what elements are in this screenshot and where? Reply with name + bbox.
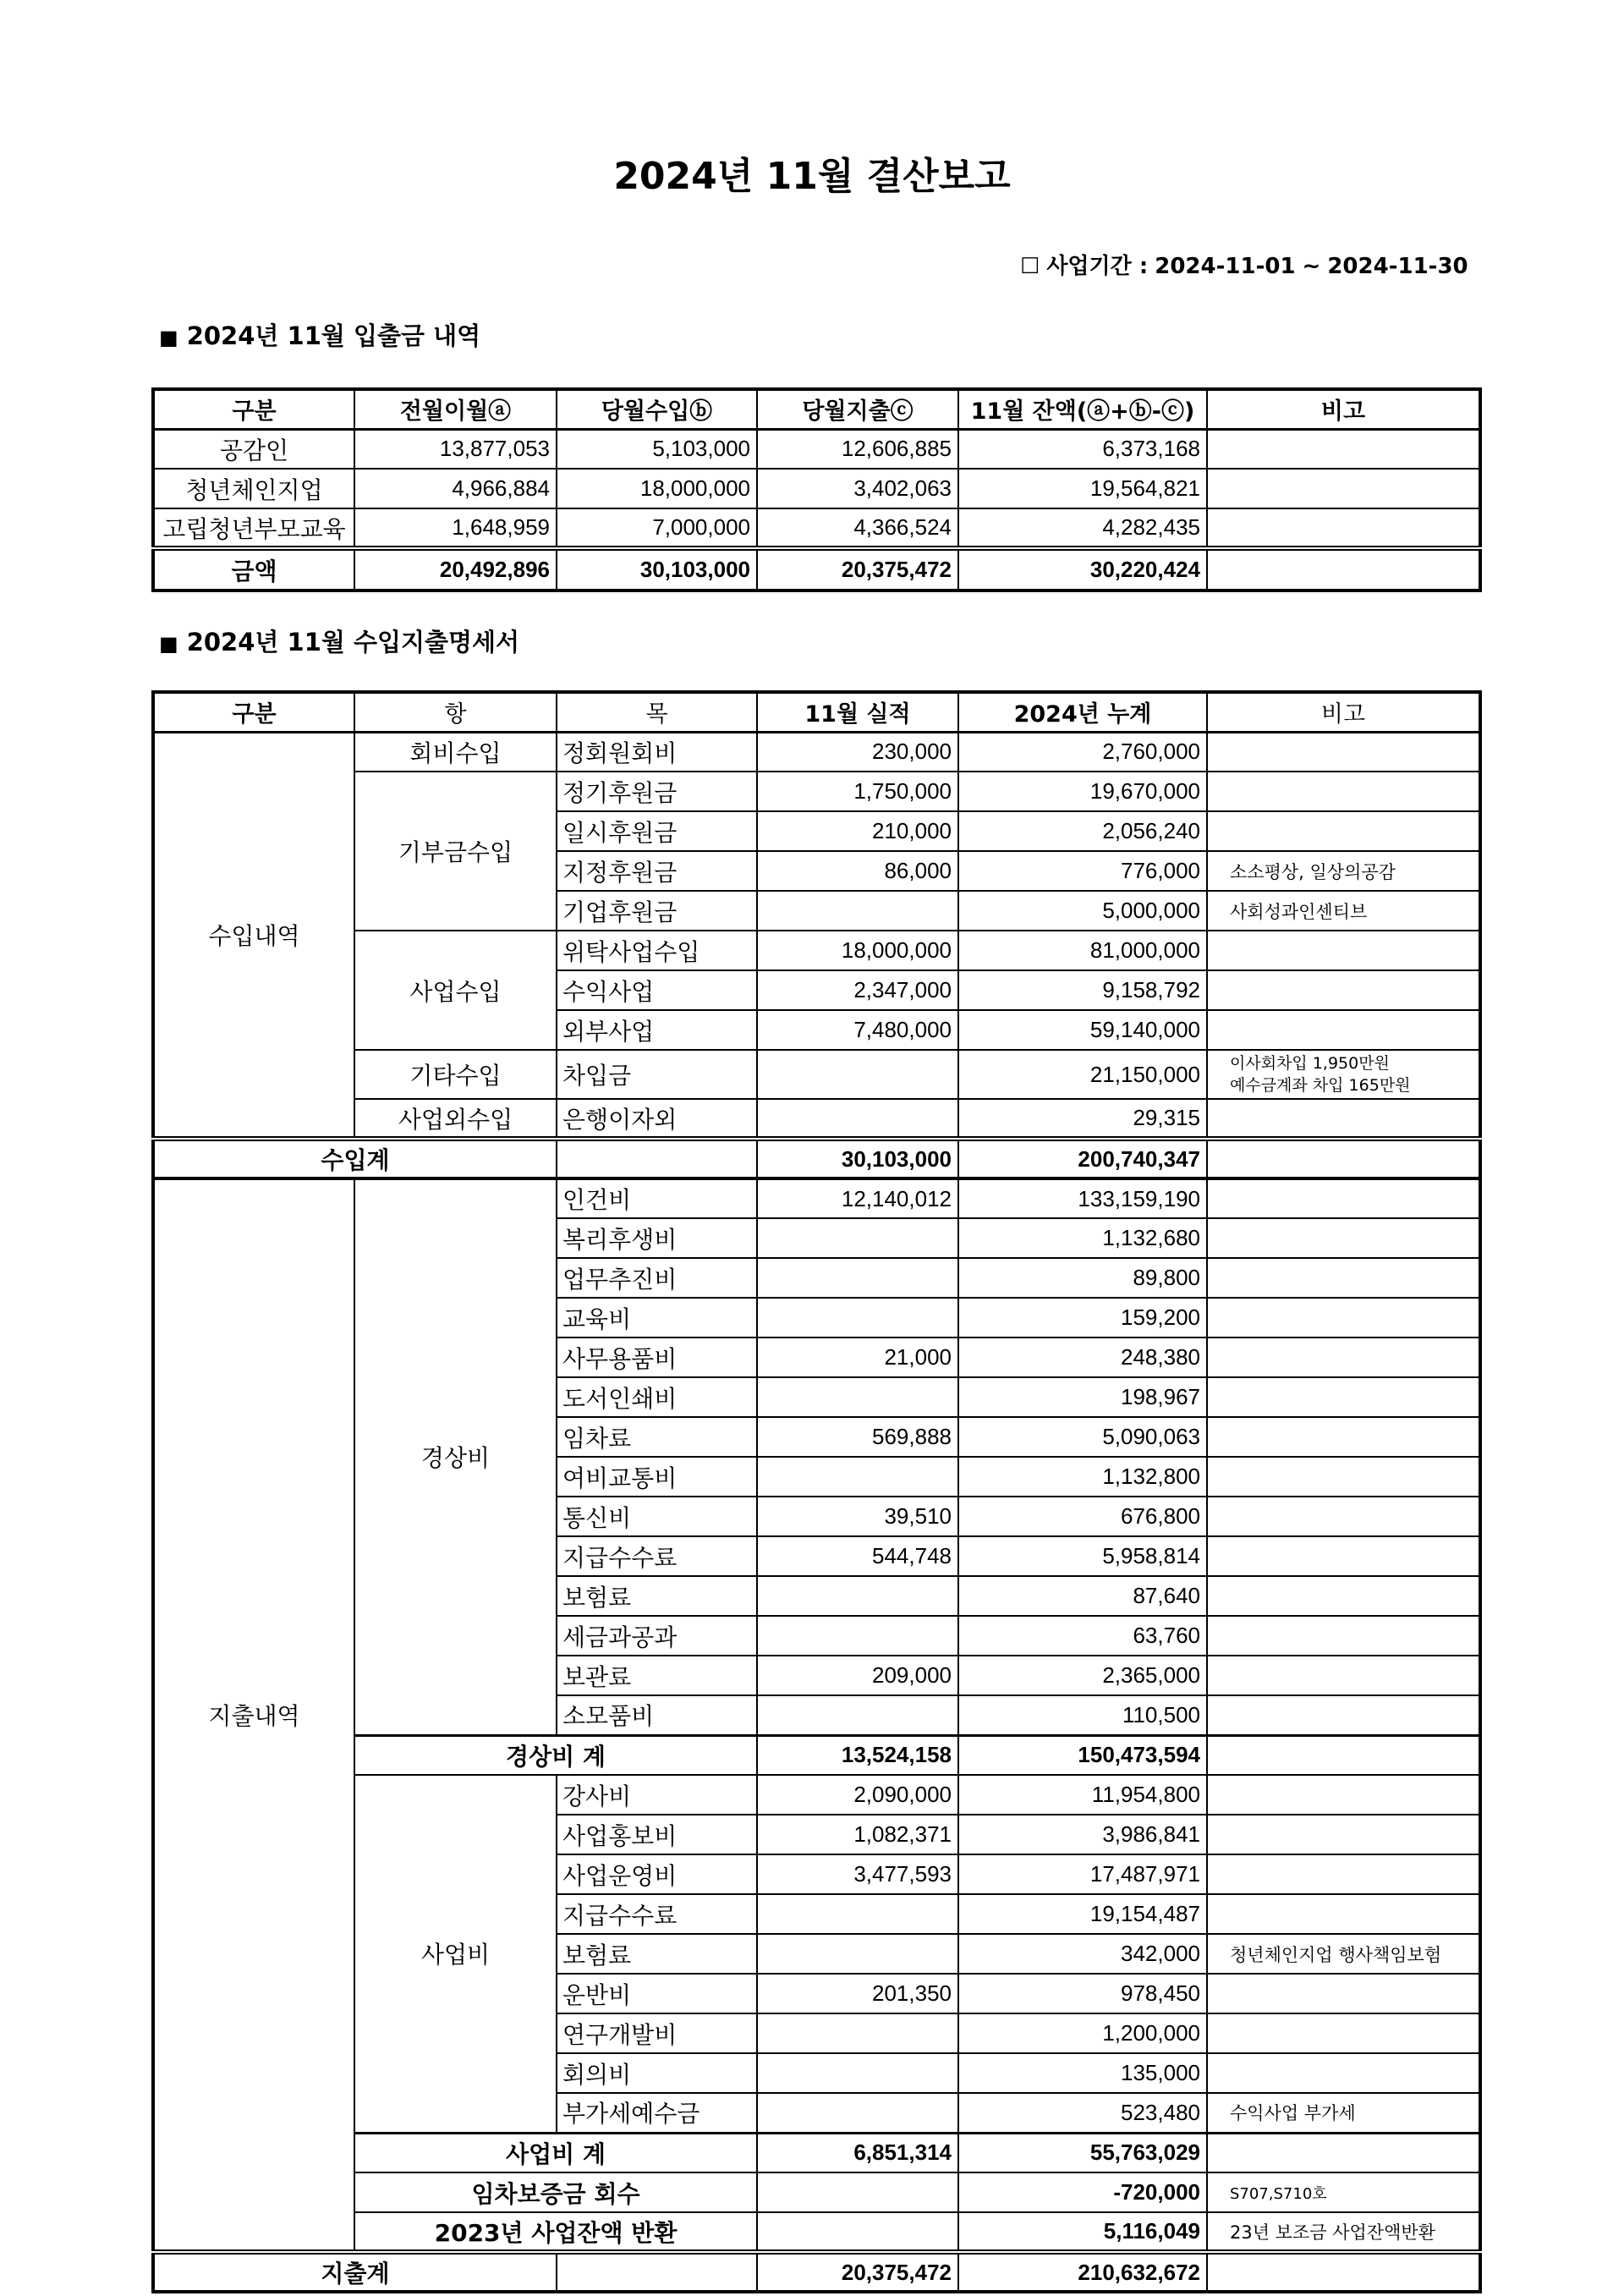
month-amount: 3,477,593 (757, 1854, 958, 1894)
month-amount (757, 1934, 958, 1974)
period-separator: ~ (1302, 254, 1321, 279)
table-row (153, 732, 1480, 772)
ytd-amount: 63,760 (958, 1616, 1207, 1656)
note-cell (1207, 1139, 1480, 1178)
ytd-amount: 676,800 (958, 1497, 1207, 1536)
period-start: 2024-11-01 (1155, 254, 1296, 279)
total-expense: 20,375,472 (757, 548, 958, 590)
ytd-amount: 17,487,971 (958, 1854, 1207, 1894)
header-note: 비고 (1207, 692, 1480, 732)
income-amount: 7,000,000 (557, 508, 757, 548)
expense-total-row (153, 2252, 1480, 2292)
month-amount (757, 1218, 958, 1258)
item-cell: 소모품비 (557, 1695, 757, 1735)
ytd-amount: 5,000,000 (958, 891, 1207, 931)
header-month-actual: 11월 실적 (757, 692, 958, 732)
note-cell (1207, 469, 1480, 508)
note-cell (1207, 1497, 1480, 1536)
note-cell (1207, 1050, 1480, 1099)
group-non-operating: 사업외수입 (354, 1099, 557, 1139)
ytd-amount: 1,132,800 (958, 1457, 1207, 1497)
income-total-ytd: 200,740,347 (958, 1139, 1207, 1178)
table-row (153, 429, 1480, 469)
deposit-refund-label: 임차보증금 회수 (354, 2172, 757, 2212)
section-heading-text: 2024년 11월 수입지출명세서 (186, 628, 520, 656)
item-cell: 복리후생비 (557, 1218, 757, 1258)
month-amount (757, 2212, 958, 2252)
ytd-amount: 2,760,000 (958, 732, 1207, 772)
report-title: 2024년 11월 결산보고 (613, 155, 1011, 198)
note-cell: 23년 보조금 사업잔액반환 (1207, 2212, 1480, 2252)
item-cell: 지급수수료 (557, 1536, 757, 1576)
cashflow-header-row (153, 389, 1480, 429)
month-amount (757, 1050, 958, 1099)
item-cell: 교육비 (557, 1298, 757, 1338)
group-program: 사업비 (354, 1775, 557, 2133)
header-monthly-income: 당월수입ⓑ (557, 389, 757, 429)
section-heading-text: 2024년 11월 입출금 내역 (186, 321, 481, 350)
note-line: 예수금계좌 차입 165만원 (1230, 1076, 1411, 1095)
deposit-refund-ytd: -720,000 (958, 2172, 1207, 2212)
note-cell (1207, 772, 1480, 811)
ytd-amount: 5,090,063 (958, 1417, 1207, 1457)
square-bullet-icon: ■ (159, 632, 178, 656)
note-cell (1207, 508, 1480, 548)
item-cell: 회의비 (557, 2053, 757, 2093)
expense-total-ytd: 210,632,672 (958, 2252, 1207, 2292)
ytd-amount: 2,365,000 (958, 1656, 1207, 1695)
income-total-month: 30,103,000 (757, 1139, 958, 1178)
month-amount: 2,347,000 (757, 970, 958, 1010)
month-amount: 2,090,000 (757, 1775, 958, 1815)
item-cell: 부가세예수금 (557, 2093, 757, 2133)
month-amount: 230,000 (757, 732, 958, 772)
operating-total-ytd: 150,473,594 (958, 1735, 1207, 1775)
program-name: 청년체인지업 (153, 469, 354, 508)
item-cell (557, 2252, 757, 2292)
note-cell (1207, 931, 1480, 970)
note-cell (1207, 1417, 1480, 1457)
ytd-amount: 248,380 (958, 1338, 1207, 1377)
month-amount (757, 2093, 958, 2133)
expense-amount: 3,402,063 (757, 469, 958, 508)
note-cell (1207, 1815, 1480, 1854)
month-amount (757, 2172, 958, 2212)
note-cell (1207, 732, 1480, 772)
month-amount: 39,510 (757, 1497, 958, 1536)
balance-amount: 4,282,435 (958, 508, 1207, 548)
item-cell: 정기후원금 (557, 772, 757, 811)
carried-over-amount: 1,648,959 (354, 508, 557, 548)
business-period (1020, 252, 1475, 281)
ytd-amount: 89,800 (958, 1258, 1207, 1298)
period-label: 사업기간 : (1046, 254, 1149, 279)
item-cell: 지급수수료 (557, 1894, 757, 1934)
note-cell (1207, 1616, 1480, 1656)
note-cell (1207, 548, 1480, 590)
ytd-amount: 135,000 (958, 2053, 1207, 2093)
surplus-return-ytd: 5,116,049 (958, 2212, 1207, 2252)
carried-over-amount: 4,966,884 (354, 469, 557, 508)
ytd-amount: 133,159,190 (958, 1178, 1207, 1218)
item-cell: 세금과공과 (557, 1616, 757, 1656)
note-cell (1207, 429, 1480, 469)
item-cell: 위탁사업수입 (557, 931, 757, 970)
month-amount (757, 1576, 958, 1616)
ytd-amount: 1,200,000 (958, 2013, 1207, 2053)
total-row (153, 548, 1480, 590)
statement-table (151, 690, 1482, 2293)
item-cell: 임차료 (557, 1417, 757, 1457)
note-cell: 청년체인지업 행사책임보험 (1207, 1934, 1480, 1974)
item-cell: 보험료 (557, 1576, 757, 1616)
month-amount: 201,350 (757, 1974, 958, 2013)
item-cell: 강사비 (557, 1775, 757, 1815)
month-amount (757, 1616, 958, 1656)
item-cell: 보험료 (557, 1934, 757, 1974)
table-row (153, 1178, 1480, 1218)
note-cell (1207, 2013, 1480, 2053)
balance-amount: 6,373,168 (958, 429, 1207, 469)
note-cell: 소소평상, 일상의공감 (1207, 851, 1480, 891)
note-cell (1207, 1010, 1480, 1050)
note-cell (1207, 1974, 1480, 2013)
item-cell: 통신비 (557, 1497, 757, 1536)
group-other: 기타수입 (354, 1050, 557, 1099)
ytd-amount: 523,480 (958, 2093, 1207, 2133)
month-amount: 18,000,000 (757, 931, 958, 970)
total-balance: 30,220,424 (958, 548, 1207, 590)
ytd-amount: 11,954,800 (958, 1775, 1207, 1815)
ytd-amount: 159,200 (958, 1298, 1207, 1338)
ytd-amount: 87,640 (958, 1576, 1207, 1616)
month-amount (757, 2013, 958, 2053)
month-amount: 210,000 (757, 811, 958, 851)
income-total-row (153, 1139, 1480, 1178)
header-ytd: 2024년 누계 (958, 692, 1207, 732)
square-bullet-icon: ■ (159, 326, 178, 349)
ytd-amount: 110,500 (958, 1695, 1207, 1735)
item-cell: 사업운영비 (557, 1854, 757, 1894)
note-cell (1207, 1775, 1480, 1815)
month-amount (757, 1258, 958, 1298)
item-cell: 사업홍보비 (557, 1815, 757, 1854)
note-cell (1207, 1178, 1480, 1218)
note-cell (1207, 1854, 1480, 1894)
ytd-amount: 81,000,000 (958, 931, 1207, 970)
note-cell (1207, 1099, 1480, 1139)
item-cell: 업무추진비 (557, 1258, 757, 1298)
program-name: 고립청년부모교육 (153, 508, 354, 548)
note-cell (1207, 1298, 1480, 1338)
group-donation: 기부금수입 (354, 772, 557, 931)
ytd-amount: 198,967 (958, 1377, 1207, 1417)
balance-amount: 19,564,821 (958, 469, 1207, 508)
header-monthly-expense: 당월지출ⓒ (757, 389, 958, 429)
note-cell (1207, 1457, 1480, 1497)
note-line: 이사회차입 1,950만원 (1230, 1054, 1390, 1073)
note-cell (1207, 1656, 1480, 1695)
category-income: 수입내역 (153, 732, 354, 1139)
income-total-label: 수입계 (153, 1139, 557, 1178)
operating-total-label: 경상비 계 (354, 1735, 757, 1775)
month-amount: 21,000 (757, 1338, 958, 1377)
month-amount: 209,000 (757, 1656, 958, 1695)
item-cell: 정회원회비 (557, 732, 757, 772)
month-amount (757, 1457, 958, 1497)
cashflow-table (151, 387, 1482, 592)
month-amount (757, 1298, 958, 1338)
total-income: 30,103,000 (557, 548, 757, 590)
month-amount (757, 1894, 958, 1934)
month-amount: 1,750,000 (757, 772, 958, 811)
note-cell (1207, 1894, 1480, 1934)
note-cell (1207, 2053, 1480, 2093)
note-cell: 수익사업 부가세 (1207, 2093, 1480, 2133)
ytd-amount: 29,315 (958, 1099, 1207, 1139)
carried-over-amount: 13,877,053 (354, 429, 557, 469)
item-cell: 은행이자외 (557, 1099, 757, 1139)
month-amount: 569,888 (757, 1417, 958, 1457)
note-cell (1207, 811, 1480, 851)
ytd-amount: 342,000 (958, 1934, 1207, 1974)
group-membership: 회비수입 (354, 732, 557, 772)
month-amount (757, 2053, 958, 2093)
ytd-amount: 776,000 (958, 851, 1207, 891)
item-cell: 기업후원금 (557, 891, 757, 931)
table-row (153, 469, 1480, 508)
month-amount: 12,140,012 (757, 1178, 958, 1218)
note-cell (1207, 1576, 1480, 1616)
note-cell (1207, 1735, 1480, 1775)
program-total-month: 6,851,314 (757, 2133, 958, 2172)
item-cell: 수익사업 (557, 970, 757, 1010)
header-carried-over: 전월이월ⓐ (354, 389, 557, 429)
period-end: 2024-11-30 (1327, 254, 1468, 279)
category-expense: 지출내역 (153, 1178, 354, 2252)
month-amount: 86,000 (757, 851, 958, 891)
section-heading-cashflow (159, 321, 480, 353)
item-cell: 보관료 (557, 1656, 757, 1695)
note-cell (1207, 1338, 1480, 1377)
item-cell: 연구개발비 (557, 2013, 757, 2053)
item-cell (557, 1139, 757, 1178)
ytd-amount: 5,958,814 (958, 1536, 1207, 1576)
item-cell: 지정후원금 (557, 851, 757, 891)
ytd-amount: 9,158,792 (958, 970, 1207, 1010)
ballot-box-icon: ☐ (1020, 254, 1040, 279)
note-cell: S707,S710호 (1207, 2172, 1480, 2212)
expense-amount: 12,606,885 (757, 429, 958, 469)
header-item: 목 (557, 692, 757, 732)
month-amount (757, 1695, 958, 1735)
item-cell: 도서인쇄비 (557, 1377, 757, 1417)
group-operating: 경상비 (354, 1178, 557, 1735)
header-category: 구분 (153, 389, 354, 429)
income-amount: 18,000,000 (557, 469, 757, 508)
operating-total-month: 13,524,158 (757, 1735, 958, 1775)
note-cell (1207, 1218, 1480, 1258)
header-group: 항 (354, 692, 557, 732)
ytd-amount: 59,140,000 (958, 1010, 1207, 1050)
month-amount: 1,082,371 (757, 1815, 958, 1854)
item-cell: 사무용품비 (557, 1338, 757, 1377)
total-carried-over: 20,492,896 (354, 548, 557, 590)
ytd-amount: 3,986,841 (958, 1815, 1207, 1854)
item-cell: 일시후원금 (557, 811, 757, 851)
note-cell (1207, 2133, 1480, 2172)
item-cell: 인건비 (557, 1178, 757, 1218)
header-note: 비고 (1207, 389, 1480, 429)
ytd-amount: 19,670,000 (958, 772, 1207, 811)
month-amount (757, 1099, 958, 1139)
expense-total-label: 지출계 (153, 2252, 557, 2292)
month-amount (757, 1377, 958, 1417)
item-cell: 운반비 (557, 1974, 757, 2013)
note-cell (1207, 1695, 1480, 1735)
note-cell (1207, 2252, 1480, 2292)
program-total-label: 사업비 계 (354, 2133, 757, 2172)
ytd-amount: 21,150,000 (958, 1050, 1207, 1099)
month-amount: 544,748 (757, 1536, 958, 1576)
program-name: 공감인 (153, 429, 354, 469)
item-cell: 외부사업 (557, 1010, 757, 1050)
statement-header-row (153, 692, 1480, 732)
total-label: 금액 (153, 548, 354, 590)
note-cell (1207, 1536, 1480, 1576)
table-row (153, 508, 1480, 548)
note-cell: 사회성과인센티브 (1207, 891, 1480, 931)
surplus-return-label: 2023년 사업잔액 반환 (354, 2212, 757, 2252)
header-balance: 11월 잔액(ⓐ+ⓑ-ⓒ) (958, 389, 1207, 429)
month-amount: 7,480,000 (757, 1010, 958, 1050)
expense-total-month: 20,375,472 (757, 2252, 958, 2292)
note-cell (1207, 970, 1480, 1010)
section-heading-statement (159, 627, 519, 659)
item-cell: 여비교통비 (557, 1457, 757, 1497)
note-cell (1207, 1377, 1480, 1417)
income-amount: 5,103,000 (557, 429, 757, 469)
ytd-amount: 19,154,487 (958, 1894, 1207, 1934)
note-cell (1207, 1258, 1480, 1298)
item-cell: 차입금 (557, 1050, 757, 1099)
ytd-amount: 978,450 (958, 1974, 1207, 2013)
ytd-amount: 1,132,680 (958, 1218, 1207, 1258)
group-business: 사업수입 (354, 931, 557, 1050)
header-category: 구분 (153, 692, 354, 732)
expense-amount: 4,366,524 (757, 508, 958, 548)
ytd-amount: 2,056,240 (958, 811, 1207, 851)
month-amount (757, 891, 958, 931)
program-total-ytd: 55,763,029 (958, 2133, 1207, 2172)
